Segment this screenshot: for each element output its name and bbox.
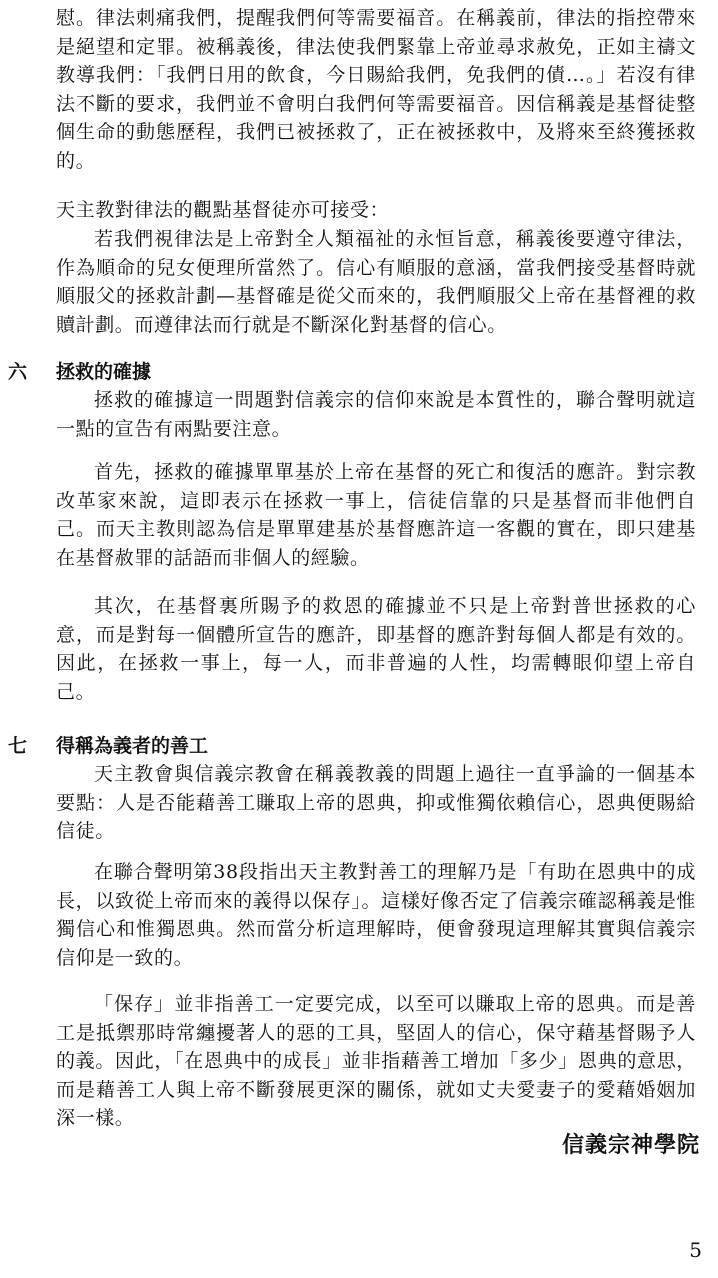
paragraph-assurance-first: 首先，拯救的確據單單基於上帝在基督的死亡和復活的應許。對宗教改革家來說，這即表示在拯救一事上，信徒信靠的只是基督而非他們自己。而天主教則認為信是單單建基於基督應許這一客觀的實在，即只建基在基督赦罪的話語而非個人的經驗。	[56, 461, 696, 569]
paragraph-catholic-view-intro: 天主教對律法的觀點基督徒亦可接受：	[56, 199, 390, 221]
section-title-assurance: 拯救的確據	[56, 361, 152, 383]
paragraph-preservation: 「保存」並非指善工一定要完成，以至可以賺取上帝的恩典。而是善工是抵禦那時常纏擾著人的惡的工具，堅固人的信心，保守藉基督賜予人的義。因此，「在恩典中的成長」並非指藉善工增加「多少」恩典的意思，而是藉善工人與上帝不斷發展更深的關係，就如丈夫愛妻子的愛藉婚姻加深一樣。	[56, 993, 696, 1129]
paragraph-assurance-intro: 拯救的確據這一問題對信義宗的信仰來說是本質性的，聯合聲明就這一點的宣告有兩點要注意。	[56, 389, 696, 440]
paragraph-good-works-intro: 天主教會與信義宗教會在稱義教義的問題上過往一直爭論的一個基本要點：人是否能藉善工賺取上帝的恩典，抑或惟獨依賴信心，恩典便賜給信徒。	[56, 763, 696, 842]
section-number-six: 六	[8, 361, 28, 383]
seminary-signature: 信義宗神學院	[561, 1133, 700, 1158]
paragraph-assurance-second: 其次，在基督裏所賜予的救恩的確據並不只是上帝對普世拯救的心意，而是對每一個體所宣告的應許，即基督的應許對每個人都是有效的。因此，在拯救一事上，每一人，而非普遍的人性，均需轉眼仰望上帝自己。	[56, 595, 696, 703]
paragraph-joint-declaration-38: 在聯合聲明第38段指出天主教對善工的理解乃是「有助在恩典中的成長，以致從上帝而來的義得以保存」。這樣好像否定了信義宗確認稱義是惟獨信心和惟獨恩典。然而當分析這理解時，便會發現這理解其實與信義宗信仰是一致的。	[56, 861, 696, 969]
page-number: 5	[689, 1238, 702, 1262]
section-number-seven: 七	[8, 735, 28, 757]
paragraph-law-and-gospel: 慰。律法刺痛我們，提醒我們何等需要福音。在稱義前，律法的指控帶來是絕望和定罪。被稱義後，律法使我們緊靠上帝並尋求赦免，正如主禱文教導我們：「我們日用的飲食，今日賜給我們，免我們的債…。」若沒有律法不斷的要求，我們並不會明白我們何等需要福音。因信稱義是基督徒整個生命的動態歷程，我們已被拯救了，正在被拯救中，及將來至終獲拯救的。	[56, 7, 696, 172]
section-title-good-works: 得稱為義者的善工	[56, 735, 209, 757]
paragraph-law-obedience: 若我們視律法是上帝對全人類福祉的永恒旨意，稱義後要遵守律法，作為順命的兒女便理所當然了。信心有順服的意涵，當我們接受基督時就順服父的拯救計劃—基督確是從父而來的，我們順服父上帝在基督裡的救贖計劃。而遵律法而行就是不斷深化對基督的信心。	[56, 228, 696, 336]
